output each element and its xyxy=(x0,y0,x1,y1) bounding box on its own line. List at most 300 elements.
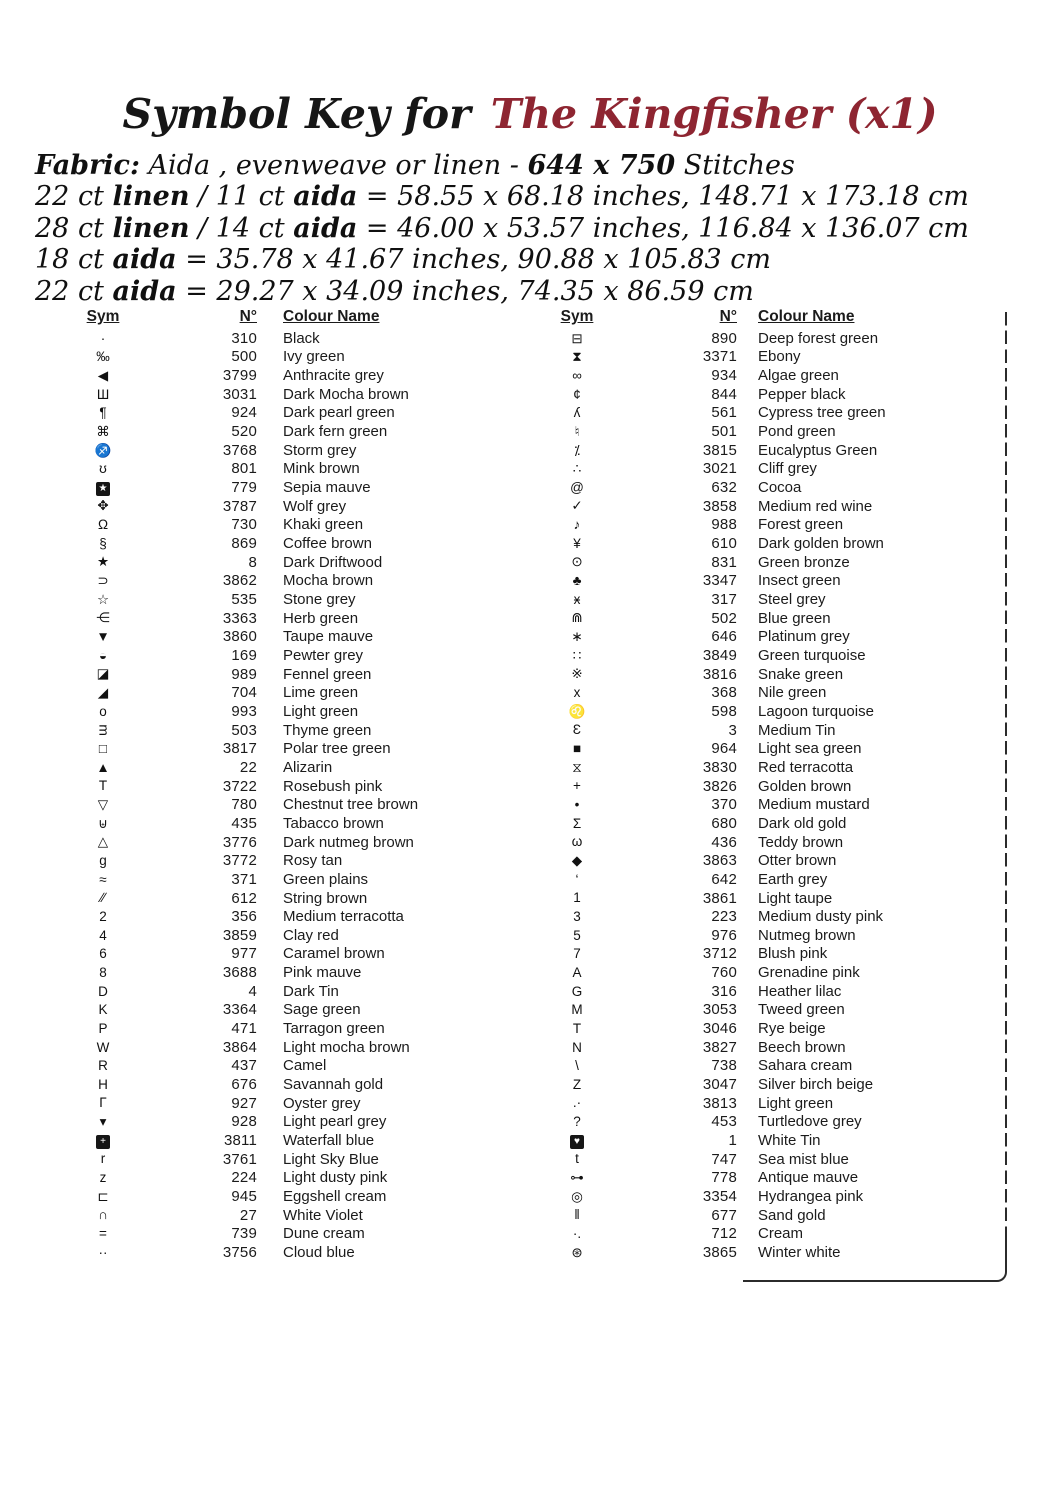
symbol-cell: ☆ xyxy=(96,591,110,607)
number-cell: 501 xyxy=(711,423,737,441)
number-cell: 993 xyxy=(231,702,257,720)
colour-name-cell: Caramel brown xyxy=(283,945,385,963)
key-row xyxy=(532,795,1002,814)
symbol-cell: 5 xyxy=(573,927,581,943)
number-cell: 368 xyxy=(711,684,737,702)
colour-name-cell: Stone grey xyxy=(283,591,356,609)
key-row xyxy=(58,1131,528,1150)
colour-name-cell: Tarragon green xyxy=(283,1020,385,1038)
symbol-cell: g xyxy=(99,852,107,868)
key-table-header xyxy=(532,308,1002,329)
colour-name-cell: Silver birch beige xyxy=(758,1076,874,1094)
colour-name-cell: Ebony xyxy=(758,348,801,366)
number-cell: 317 xyxy=(711,591,737,609)
number-cell: 3865 xyxy=(702,1243,737,1261)
colour-name-cell: Chestnut tree brown xyxy=(283,796,419,814)
number-cell: 316 xyxy=(711,982,737,1000)
key-row xyxy=(58,777,528,796)
key-row xyxy=(532,404,1002,423)
symbol-cell: ◀ xyxy=(97,367,109,383)
number-cell: 831 xyxy=(711,553,737,571)
number-cell: 22 xyxy=(239,758,257,776)
symbol-cell: 1 xyxy=(573,890,581,906)
symbol-cell: □ xyxy=(98,741,108,757)
colour-name-cell: Tabacco brown xyxy=(283,814,384,832)
colour-name-cell: Ivy green xyxy=(283,348,345,366)
colour-name-cell: Grenadine pink xyxy=(758,964,860,982)
colour-name-cell: Nile green xyxy=(758,684,827,702)
colour-name-cell: Pink mauve xyxy=(283,964,362,982)
fabric-line: 18 ct aida = 35.78 x 41.67 inches, 90.88 x 105.83 cm xyxy=(35,244,771,276)
colour-name-cell: Lagoon turquoise xyxy=(758,702,874,720)
key-row xyxy=(58,534,528,553)
key-row xyxy=(58,1113,528,1132)
colour-name-cell: Dark pearl green xyxy=(283,404,395,422)
colour-name-cell: Mink brown xyxy=(283,460,360,478)
colour-name-cell: Dune cream xyxy=(283,1225,365,1243)
colour-name-cell: Thyme green xyxy=(283,721,372,739)
key-row xyxy=(58,1225,528,1244)
key-row xyxy=(532,945,1002,964)
number-cell: 801 xyxy=(231,460,257,478)
number-cell: 610 xyxy=(711,535,737,553)
key-row xyxy=(58,422,528,441)
colour-name-cell: Cloud blue xyxy=(283,1243,355,1261)
key-row xyxy=(58,1169,528,1188)
colour-name-cell: Pond green xyxy=(758,423,836,441)
key-row xyxy=(532,646,1002,665)
number-cell: 1 xyxy=(728,1132,737,1150)
colour-name-cell: Light sea green xyxy=(758,740,862,758)
fabric-line: 22 ct aida = 29.27 x 34.09 inches, 74.35 x 86.59 cm xyxy=(35,275,754,307)
key-row xyxy=(532,1094,1002,1113)
symbol-cell: ▼ xyxy=(96,629,110,645)
number-cell: 3688 xyxy=(222,964,257,982)
number-cell: 739 xyxy=(231,1225,257,1243)
symbol-cell: @ xyxy=(570,479,584,495)
key-row xyxy=(532,1131,1002,1150)
number-cell: 680 xyxy=(711,814,737,832)
symbol-cell: ▾ xyxy=(99,1114,107,1130)
number-cell: 3722 xyxy=(222,777,257,795)
key-row xyxy=(58,1150,528,1169)
symbol-cell: R xyxy=(98,1058,108,1074)
key-row xyxy=(532,609,1002,628)
number-cell: 869 xyxy=(231,535,257,553)
colour-name-cell: Sepia mauve xyxy=(283,479,371,497)
symbol-cell: ? xyxy=(573,1114,581,1130)
number-cell: 3817 xyxy=(222,740,257,758)
colour-name-cell: Clay red xyxy=(283,926,339,944)
number-cell: 436 xyxy=(711,833,737,851)
colour-name-cell: Heather lilac xyxy=(758,982,842,1000)
colour-name-cell: Light green xyxy=(283,702,359,720)
symbol-cell: ∕∕ xyxy=(100,890,106,906)
key-row xyxy=(58,366,528,385)
key-row xyxy=(58,1001,528,1020)
colour-name-cell: Beech brown xyxy=(758,1038,846,1056)
number-cell: 3859 xyxy=(222,926,257,944)
number-cell: 520 xyxy=(231,423,257,441)
header-colour-name: Colour Name xyxy=(283,308,380,325)
colour-name-cell: Tweed green xyxy=(758,1001,845,1019)
colour-name-cell: Storm grey xyxy=(283,441,357,459)
colour-name-cell: Blush pink xyxy=(758,945,828,963)
symbol-cell: ʎ xyxy=(573,405,581,421)
key-row xyxy=(532,478,1002,497)
colour-name-cell: Blue green xyxy=(758,609,831,627)
number-cell: 928 xyxy=(231,1113,257,1131)
number-cell: 3371 xyxy=(702,348,737,366)
symbol-cell: + xyxy=(573,778,581,794)
number-cell: 924 xyxy=(231,404,257,422)
number-cell: 964 xyxy=(711,740,737,758)
key-row xyxy=(532,851,1002,870)
key-row xyxy=(532,329,1002,348)
symbol-cell xyxy=(532,1133,622,1149)
symbol-cell: x xyxy=(573,685,581,701)
key-row xyxy=(58,609,528,628)
colour-name-cell: Herb green xyxy=(283,609,359,627)
key-row xyxy=(58,1057,528,1076)
symbol-cell: Z xyxy=(572,1076,582,1092)
key-row xyxy=(532,348,1002,367)
symbol-cell: ⊃ xyxy=(97,573,109,589)
number-cell: 561 xyxy=(711,404,737,422)
colour-name-cell: Rosebush pink xyxy=(283,777,383,795)
colour-name-cell: Rosy tan xyxy=(283,852,343,870)
number-cell: 642 xyxy=(711,870,737,888)
colour-name-cell: Light pearl grey xyxy=(283,1113,387,1131)
symbol-cell: A xyxy=(572,964,582,980)
key-row xyxy=(58,851,528,870)
colour-name-cell: White Violet xyxy=(283,1206,363,1224)
key-row xyxy=(532,1113,1002,1132)
key-row xyxy=(532,590,1002,609)
key-row xyxy=(532,1187,1002,1206)
colour-name-cell: Sage green xyxy=(283,1001,361,1019)
key-row xyxy=(58,329,528,348)
key-column-right xyxy=(532,308,1002,1262)
key-row xyxy=(532,1038,1002,1057)
colour-name-cell: Nutmeg brown xyxy=(758,926,856,944)
colour-name-cell: Mocha brown xyxy=(283,572,374,590)
header-number: N° xyxy=(719,308,737,325)
key-row xyxy=(58,945,528,964)
symbol-cell: 6 xyxy=(99,946,107,962)
colour-name-cell: Teddy brown xyxy=(758,833,844,851)
key-row xyxy=(532,982,1002,1001)
colour-name-cell: Cypress tree green xyxy=(758,404,886,422)
symbol-cell: ¶ xyxy=(99,405,107,421)
key-row xyxy=(58,1019,528,1038)
number-cell: 27 xyxy=(239,1206,257,1224)
symbol-cell: Γ xyxy=(99,1095,107,1111)
key-row xyxy=(532,422,1002,441)
key-row xyxy=(58,1038,528,1057)
symbol-cell: ♣ xyxy=(572,573,582,589)
number-cell: 3813 xyxy=(702,1094,737,1112)
colour-name-cell: Dark Tin xyxy=(283,982,339,1000)
symbol-cell: ·· xyxy=(98,1244,108,1260)
symbol-cell: ◪ xyxy=(96,666,110,682)
number-cell: 780 xyxy=(231,796,257,814)
number-cell: 471 xyxy=(231,1020,257,1038)
number-cell: 453 xyxy=(711,1113,737,1131)
symbol-cell: △ xyxy=(97,834,109,850)
number-cell: 3363 xyxy=(222,609,257,627)
symbol-cell: ♪ xyxy=(573,517,581,533)
symbol-cell xyxy=(58,1133,148,1149)
key-row xyxy=(532,683,1002,702)
key-rows-right xyxy=(532,329,1002,1262)
key-row xyxy=(532,553,1002,572)
symbol-cell: ⊙ xyxy=(571,554,583,570)
number-cell: 3787 xyxy=(222,497,257,515)
colour-name-cell: Waterfall blue xyxy=(283,1132,375,1150)
key-row xyxy=(58,1206,528,1225)
symbol-cell: Ɛ xyxy=(572,722,582,738)
symbol-cell: ¥ xyxy=(573,535,581,551)
number-cell: 3712 xyxy=(702,945,737,963)
key-row xyxy=(58,478,528,497)
colour-name-cell: Wolf grey xyxy=(283,497,347,515)
key-row xyxy=(58,348,528,367)
number-cell: 3053 xyxy=(702,1001,737,1019)
key-row xyxy=(58,833,528,852)
colour-name-cell: Pepper black xyxy=(758,385,846,403)
colour-name-cell: Medium Tin xyxy=(758,721,836,739)
symbol-cell: ‖ xyxy=(574,1207,580,1223)
key-row xyxy=(532,1169,1002,1188)
key-row xyxy=(532,1075,1002,1094)
key-row xyxy=(532,702,1002,721)
key-row xyxy=(532,926,1002,945)
colour-name-cell: Camel xyxy=(283,1057,327,1075)
symbol-cell: T xyxy=(572,1020,582,1036)
symbol-cell: ∞ xyxy=(572,367,582,383)
number-cell: 3364 xyxy=(222,1001,257,1019)
symbol-cell: ⌘ xyxy=(96,423,110,439)
colour-name-cell: Fennel green xyxy=(283,665,372,683)
key-row xyxy=(58,870,528,889)
number-cell: 844 xyxy=(711,385,737,403)
number-cell: 730 xyxy=(231,516,257,534)
symbol-cell: ▽ xyxy=(97,796,109,812)
table-border-dashed xyxy=(1005,312,1007,1248)
key-row xyxy=(532,441,1002,460)
colour-name-cell: Light dusty pink xyxy=(283,1169,388,1187)
key-row xyxy=(532,1206,1002,1225)
key-row xyxy=(58,1243,528,1262)
number-cell: 760 xyxy=(711,964,737,982)
number-cell: 435 xyxy=(231,814,257,832)
colour-name-cell: White Tin xyxy=(758,1132,821,1150)
number-cell: 3046 xyxy=(702,1020,737,1038)
key-row xyxy=(532,534,1002,553)
colour-name-cell: Otter brown xyxy=(758,852,837,870)
key-row xyxy=(58,553,528,572)
colour-name-cell: Eggshell cream xyxy=(283,1188,387,1206)
symbol-cell: ᴟ xyxy=(98,722,108,738)
number-cell: 3347 xyxy=(702,572,737,590)
number-cell: 3849 xyxy=(702,646,737,664)
number-cell: 503 xyxy=(231,721,257,739)
symbol-cell: ★ xyxy=(96,554,110,570)
symbol-cell: \ xyxy=(575,1058,579,1074)
symbol-cell: ■ xyxy=(572,741,582,757)
colour-name-cell: Dark Driftwood xyxy=(283,553,383,571)
colour-name-cell: Dark Mocha brown xyxy=(283,385,409,403)
symbol-cell: 4 xyxy=(99,927,107,943)
colour-name-cell: Cliff grey xyxy=(758,460,817,478)
number-cell: 977 xyxy=(231,945,257,963)
number-cell: 989 xyxy=(231,665,257,683)
key-row xyxy=(58,814,528,833)
key-row xyxy=(58,590,528,609)
key-row xyxy=(532,1057,1002,1076)
colour-name-cell: Sand gold xyxy=(758,1206,826,1224)
colour-name-cell: Green turquoise xyxy=(758,646,866,664)
fabric-line: Fabric: Aida , evenweave or linen - 644 x 750 Stitches xyxy=(35,150,795,181)
colour-name-cell: Light Sky Blue xyxy=(283,1150,379,1168)
symbol-cell: ◎ xyxy=(571,1188,583,1204)
number-cell: 976 xyxy=(711,926,737,944)
key-row xyxy=(58,795,528,814)
number-cell: 778 xyxy=(711,1169,737,1187)
key-row xyxy=(532,1150,1002,1169)
number-cell: 3776 xyxy=(222,833,257,851)
number-cell: 747 xyxy=(711,1150,737,1168)
key-row xyxy=(532,889,1002,908)
number-cell: 3861 xyxy=(702,889,737,907)
key-row xyxy=(532,1019,1002,1038)
key-table-header xyxy=(58,308,528,329)
number-cell: 370 xyxy=(711,796,737,814)
symbol-cell: ⋒ xyxy=(571,610,583,626)
key-row xyxy=(58,665,528,684)
symbol-cell: ·. xyxy=(572,1226,582,1242)
colour-name-cell: Winter white xyxy=(758,1243,841,1261)
symbol-cell: • xyxy=(574,796,580,812)
number-cell: 500 xyxy=(231,348,257,366)
inverted-symbol: + xyxy=(96,1135,110,1149)
number-cell: 3816 xyxy=(702,665,737,683)
key-row xyxy=(58,460,528,479)
number-cell: 356 xyxy=(231,908,257,926)
symbol-cell: Ω xyxy=(97,517,109,533)
colour-name-cell: Lime green xyxy=(283,684,359,702)
colour-name-cell: Medium terracotta xyxy=(283,908,404,926)
symbol-cell: Τ xyxy=(98,778,108,794)
colour-name-cell: Khaki green xyxy=(283,516,364,534)
colour-name-cell: Platinum grey xyxy=(758,628,850,646)
symbol-cell: ◒ xyxy=(98,647,108,663)
fabric-line: 28 ct linen / 14 ct aida = 46.00 x 53.57 inches, 116.84 x 136.07 cm xyxy=(35,212,969,244)
key-row xyxy=(532,516,1002,535)
key-row xyxy=(532,1001,1002,1020)
symbol-cell: ⧗ xyxy=(572,349,582,365)
number-cell: 3862 xyxy=(222,572,257,590)
symbol-cell: Σ xyxy=(572,815,582,831)
symbol-cell: ‰ xyxy=(96,349,110,365)
colour-name-cell: Algae green xyxy=(758,367,839,385)
number-cell: 945 xyxy=(231,1188,257,1206)
key-row xyxy=(58,683,528,702)
symbol-cell: N xyxy=(572,1039,582,1055)
number-cell: 3756 xyxy=(222,1243,257,1261)
symbol-cell: ⊟ xyxy=(571,330,583,346)
title-pattern-name: The Kingfisher (x1) xyxy=(490,90,938,138)
key-row xyxy=(58,516,528,535)
number-cell: 677 xyxy=(711,1206,737,1224)
number-cell: 3815 xyxy=(702,441,737,459)
inverted-symbol: ♥ xyxy=(570,1135,584,1149)
number-cell: 3858 xyxy=(702,497,737,515)
number-cell: 8 xyxy=(248,553,257,571)
colour-name-cell: Antique mauve xyxy=(758,1169,859,1187)
symbol-cell: 7 xyxy=(573,946,581,962)
symbol-cell: ≈ xyxy=(99,871,107,887)
fabric-block xyxy=(35,150,969,307)
symbol-cell: Ш xyxy=(96,386,110,402)
symbol-cell: 3 xyxy=(573,908,581,924)
symbol-cell: ⋲ xyxy=(96,610,110,626)
number-cell: 3826 xyxy=(702,777,737,795)
number-cell: 502 xyxy=(711,609,737,627)
number-cell: 3830 xyxy=(702,758,737,776)
header-number: N° xyxy=(239,308,257,325)
key-row xyxy=(532,385,1002,404)
key-row xyxy=(532,721,1002,740)
number-cell: 224 xyxy=(231,1169,257,1187)
colour-name-cell: Deep forest green xyxy=(758,329,879,347)
number-cell: 3863 xyxy=(702,852,737,870)
key-row xyxy=(58,646,528,665)
symbol-cell: ӿ xyxy=(573,591,581,607)
symbol-cell: ▲ xyxy=(96,759,110,775)
colour-name-cell: Golden brown xyxy=(758,777,852,795)
key-row xyxy=(58,702,528,721)
symbol-cell: .· xyxy=(572,1095,582,1111)
key-row xyxy=(532,758,1002,777)
number-cell: 704 xyxy=(231,684,257,702)
key-row xyxy=(58,907,528,926)
number-cell: 371 xyxy=(231,870,257,888)
number-cell: 3 xyxy=(728,721,737,739)
number-cell: 927 xyxy=(231,1094,257,1112)
key-row xyxy=(58,404,528,423)
number-cell: 3827 xyxy=(702,1038,737,1056)
number-cell: 779 xyxy=(231,479,257,497)
colour-name-cell: Turtledove grey xyxy=(758,1113,862,1131)
key-row xyxy=(532,963,1002,982)
number-cell: 3768 xyxy=(222,441,257,459)
symbol-cell: D xyxy=(98,983,108,999)
number-cell: 934 xyxy=(711,367,737,385)
symbol-cell: ♐ xyxy=(94,442,112,458)
symbol-cell: ⊏ xyxy=(97,1188,109,1204)
symbol-cell: ♌ xyxy=(568,703,586,719)
colour-name-cell: Rye beige xyxy=(758,1020,826,1038)
number-cell: 3772 xyxy=(222,852,257,870)
key-row xyxy=(58,963,528,982)
symbol-cell: ⊶ xyxy=(570,1170,584,1186)
key-rows-left xyxy=(58,329,528,1262)
symbol-cell: · xyxy=(100,330,106,346)
key-row xyxy=(532,628,1002,647)
colour-name-cell: Light mocha brown xyxy=(283,1038,410,1056)
